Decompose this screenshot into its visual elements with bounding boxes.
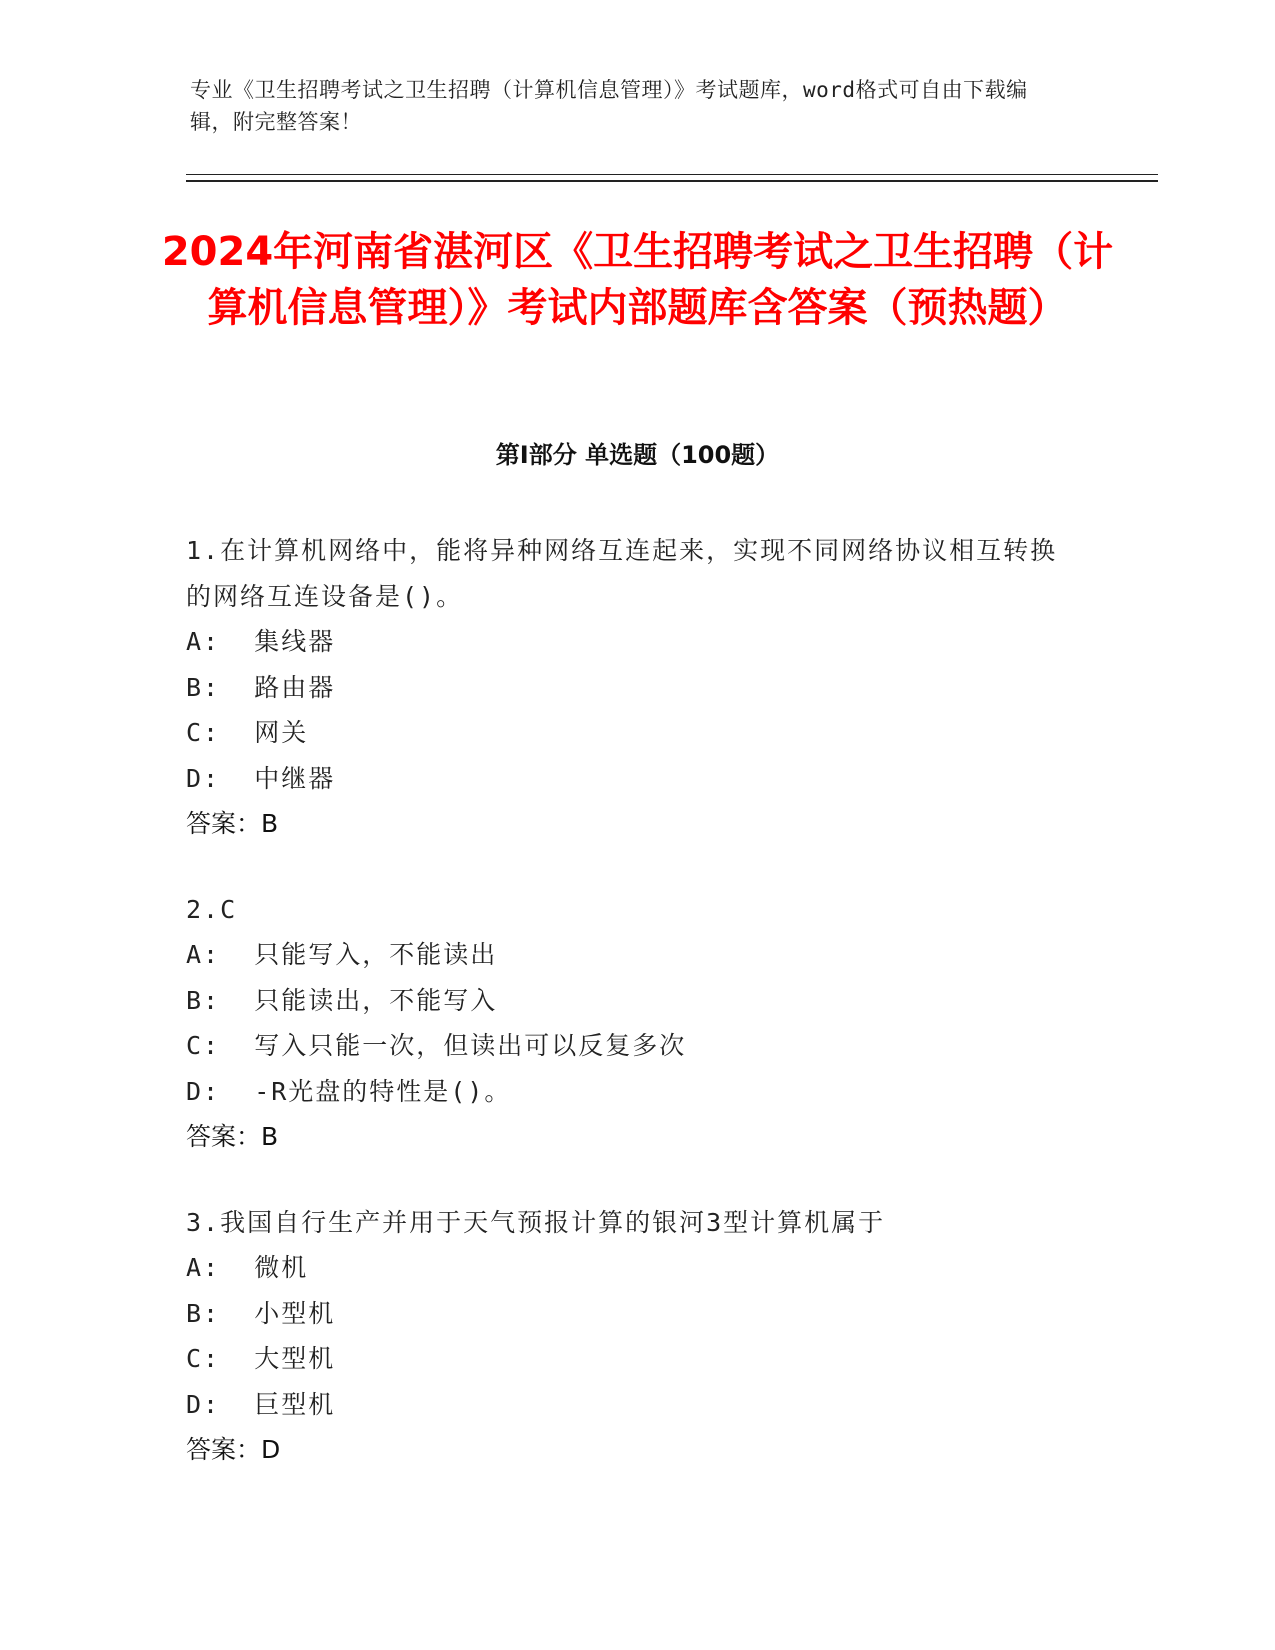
answer-line: 答案：D (186, 1435, 281, 1464)
question-2 (186, 887, 1086, 1160)
option-d: D: 中继器 (186, 763, 336, 793)
answer-line: 答案：B (186, 1122, 279, 1151)
answer-line: 答案：B (186, 809, 279, 838)
option-a: A: 集线器 (186, 627, 336, 656)
option-b: B: 小型机 (186, 1298, 336, 1328)
document-title: 2024年河南省湛河区《卫生招聘考试之卫生招聘（计算机信息管理）》考试内部题库含答案（预热题） (161, 229, 1114, 331)
header-divider-thick (186, 180, 1158, 182)
option-b: B: 路由器 (186, 672, 336, 702)
question-stem: 1.在计算机网络中，能将异种网络互连起来，实现不同网络协议相互转换的网络互连设备是()。 (186, 536, 1058, 611)
option-d: D: 巨型机 (186, 1389, 336, 1419)
option-c: C: 写入只能一次，但读出可以反复多次 (186, 1031, 687, 1060)
header-divider-thin (186, 174, 1158, 175)
question-stem: 2.C (186, 894, 238, 924)
option-c: C: 大型机 (186, 1344, 336, 1373)
section-title: 第I部分 单选题（100题） (495, 441, 780, 469)
question-3 (186, 1200, 1086, 1473)
question-1 (186, 528, 1086, 847)
question-list (186, 528, 1086, 1513)
option-d: D: -R光盘的特性是()。 (186, 1076, 512, 1106)
header-note: 专业《卫生招聘考试之卫生招聘（计算机信息管理）》考试题库，word格式可自由下载编辑，附完整答案！ (190, 78, 1028, 134)
option-c: C: 网关 (186, 718, 309, 747)
option-b: B: 只能读出，不能写入 (186, 985, 498, 1015)
option-a: A: 微机 (186, 1253, 309, 1282)
option-a: A: 只能写入，不能读出 (186, 940, 498, 969)
question-stem: 3.我国自行生产并用于天气预报计算的银河3型计算机属于 (186, 1207, 886, 1237)
